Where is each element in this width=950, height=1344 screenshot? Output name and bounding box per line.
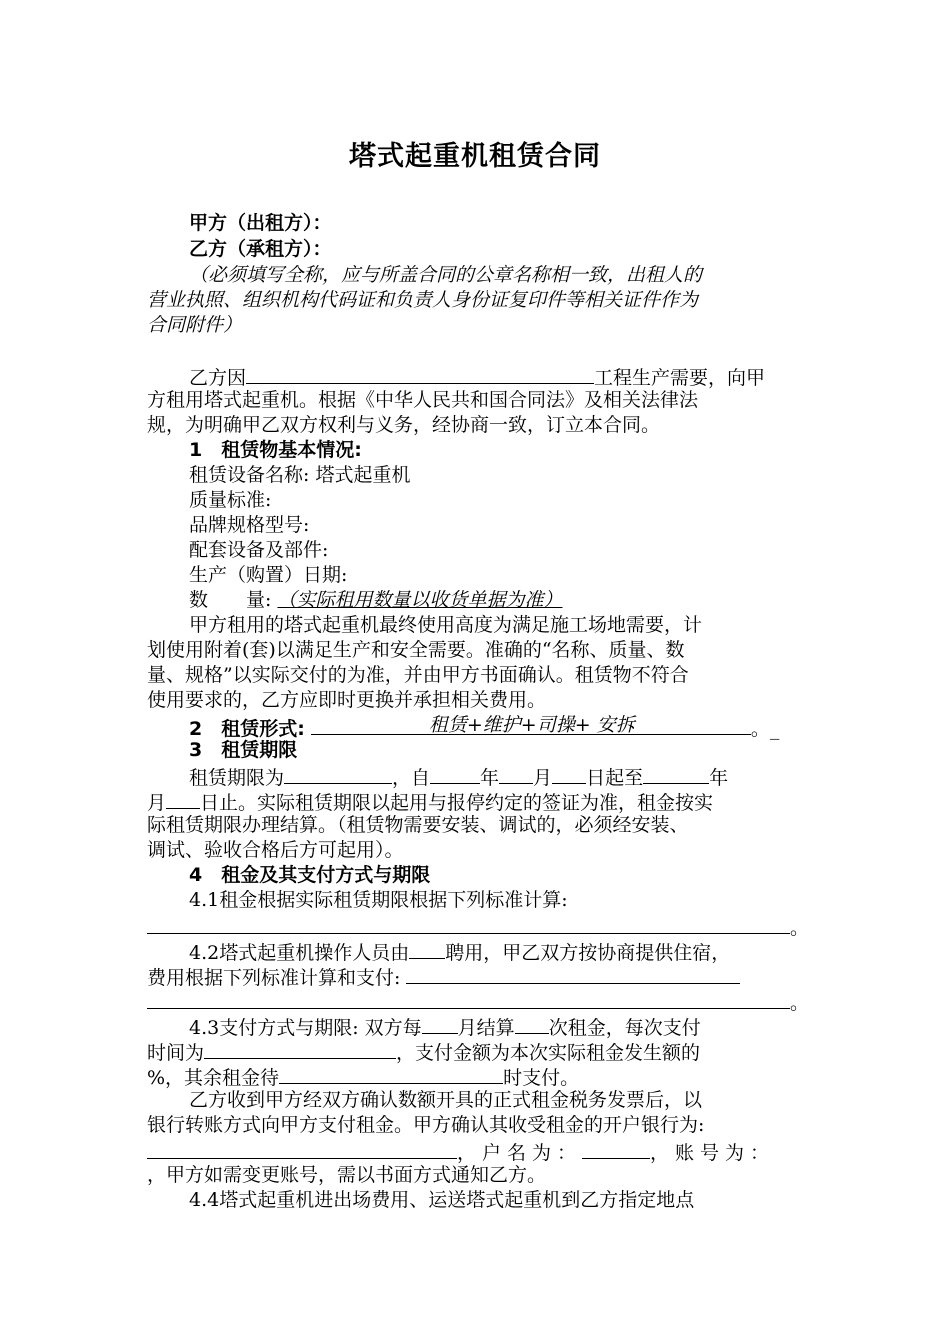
clause-text: 时支付。	[503, 1067, 580, 1089]
clause-4-3-line	[189, 1013, 849, 1041]
rental-form-field[interactable]	[311, 713, 751, 735]
intro-text: 乙方因	[189, 367, 247, 389]
term-text: 日止。实际租赁期限以起用与报停约定的签证为准，租金按实	[200, 792, 714, 814]
production-date: 生产（购置）日期:	[189, 564, 348, 586]
payment-time-blank[interactable]	[204, 1038, 396, 1059]
note-line: 合同附件）	[147, 314, 243, 336]
payment-paragraph: 乙方收到甲方经双方确认数额开具的正式租金税务发票后，以	[189, 1089, 703, 1111]
clause-text: 聘用，甲乙双方按协商提供住宿，	[445, 942, 731, 964]
period: 。	[790, 917, 810, 939]
project-name-blank[interactable]	[246, 363, 594, 384]
quantity-line	[189, 588, 849, 613]
settle-times-blank[interactable]	[515, 1013, 549, 1034]
bank-name-blank[interactable]	[147, 1138, 457, 1159]
account-number-label: ，账号为：	[650, 1142, 776, 1164]
settle-months-blank[interactable]	[422, 1013, 458, 1034]
period: 。	[790, 992, 810, 1014]
end-year-blank[interactable]	[643, 763, 709, 784]
section-1-paragraph: 量、规格”以实际交付的为准，并由甲方书面确认。租赁物不符合	[147, 664, 689, 686]
term-line: 际租赁期限办理结算。（租赁物需要安装、调试的，必须经安装、	[147, 814, 689, 836]
brand-model: 品牌规格型号:	[189, 514, 310, 536]
section-2-end: 。_	[750, 718, 780, 740]
party-a-label: 甲方（出租方）：	[189, 212, 332, 234]
term-text: 年	[480, 767, 500, 789]
quantity-label: 数 量:	[189, 589, 272, 611]
clause-4-2-line	[147, 963, 807, 991]
section-1-paragraph: 划使用附着(套)以满足生产和安全需要。准确的“名称、质量、数	[147, 639, 685, 661]
section-4-heading: 4 租金及其支付方式与期限	[189, 864, 431, 886]
term-text: 年	[709, 767, 729, 789]
quality-standard: 质量标准:	[189, 489, 272, 511]
clause-4-1-blank-line	[147, 913, 810, 941]
clause-4-2-blank-line	[147, 988, 810, 1016]
fee-standard-blank-2[interactable]	[147, 988, 790, 1009]
clause-text: 费用根据下列标准计算和支付:	[147, 967, 401, 989]
note-line: （必须填写全称，应与所盖合同的公章名称相一致，出租人的	[189, 264, 703, 286]
clause-4-3-line	[147, 1063, 807, 1091]
clause-text: 4.3支付方式与期限: 双方每	[189, 1017, 422, 1039]
equipment-name: 租赁设备名称: 塔式起重机	[189, 464, 411, 486]
term-text: 日起至	[586, 767, 644, 789]
clause-text: 4.2塔式起重机操作人员由	[189, 942, 410, 964]
term-line	[147, 788, 807, 816]
accessories: 配套设备及部件:	[189, 539, 329, 561]
term-text: ，自	[392, 767, 431, 789]
section-1-heading: 1 租赁物基本情况:	[189, 439, 362, 461]
fee-standard-blank[interactable]	[406, 963, 740, 984]
clause-text: ，支付金额为本次实际租金发生额的	[396, 1042, 701, 1064]
clause-4-4: 4.4塔式起重机进出场费用、运送塔式起重机到乙方指定地点	[189, 1189, 695, 1211]
account-name-label: ，户名为：	[457, 1142, 583, 1164]
rent-standard-blank[interactable]	[147, 913, 790, 934]
section-3-heading: 3 租赁期限	[189, 739, 298, 761]
bank-line	[147, 1138, 807, 1166]
term-line: 调试、验收合格后方可起用）。	[147, 839, 404, 861]
term-text: 月	[147, 792, 167, 814]
section-1-paragraph: 使用要求的，乙方应即时更换并承担相关费用。	[147, 689, 547, 711]
clause-text: 时间为	[147, 1042, 205, 1064]
section-2-heading: 2 租赁形式:	[189, 718, 305, 740]
payment-paragraph: ，甲方如需变更账号，需以书面方式通知乙方。	[147, 1164, 547, 1186]
party-b-label: 乙方（承租方）：	[189, 238, 332, 260]
quantity-value: （实际租用数量以收货单据为准）	[277, 589, 563, 611]
intro-line	[189, 363, 849, 391]
note-line: 营业执照、组织机构代码证和负责人身份证复印件等相关证件作为	[147, 289, 699, 311]
clause-4-2-line	[189, 938, 849, 966]
clause-text: %，其余租金待	[147, 1067, 280, 1089]
section-1-paragraph: 甲方租用的塔式起重机最终使用高度为满足施工场地需要，计	[189, 614, 703, 636]
operator-employer-blank[interactable]	[409, 938, 445, 959]
start-month-blank[interactable]	[499, 763, 533, 784]
start-day-blank[interactable]	[552, 763, 586, 784]
contract-title: 塔式起重机租赁合同	[349, 141, 601, 172]
term-line	[189, 763, 849, 791]
term-text: 租赁期限为	[189, 767, 285, 789]
intro-line: 规，为明确甲乙双方权利与义务，经协商一致，订立本合同。	[147, 414, 661, 436]
start-year-blank[interactable]	[430, 763, 480, 784]
clause-4-1: 4.1租金根据实际租赁期限根据下列标准计算:	[189, 889, 568, 911]
term-length-blank[interactable]	[284, 763, 392, 784]
balance-condition-blank[interactable]	[279, 1063, 503, 1084]
intro-line: 方租用塔式起重机。根据《中华人民共和国合同法》及相关法律法	[147, 389, 699, 411]
clause-4-3-line	[147, 1038, 807, 1066]
intro-text: 工程生产需要，向甲	[594, 367, 766, 389]
term-text: 月	[533, 767, 553, 789]
end-month-blank[interactable]	[166, 788, 200, 809]
clause-text: 次租金，每次支付	[548, 1017, 701, 1039]
rental-form-value: 租赁+维护+司操+ 安拆	[428, 714, 635, 736]
payment-paragraph: 银行转账方式向甲方支付租金。甲方确认其收受租金的开户银行为:	[147, 1114, 705, 1136]
clause-text: 月结算	[457, 1017, 515, 1039]
account-name-blank[interactable]	[582, 1138, 650, 1159]
